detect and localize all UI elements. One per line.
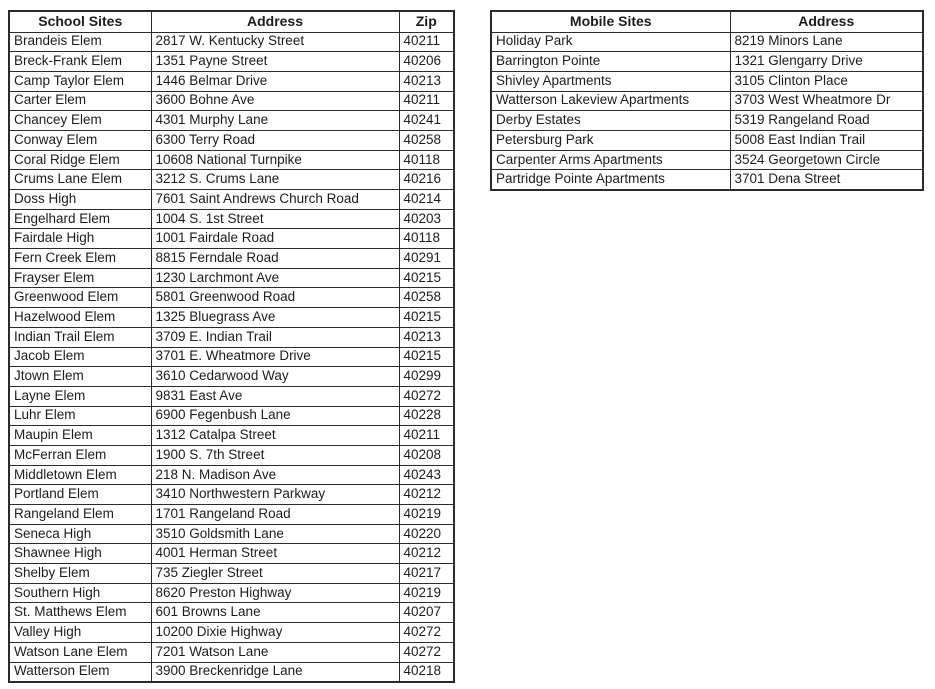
table-cell: 40118 bbox=[399, 150, 454, 170]
table-cell: 40258 bbox=[399, 288, 454, 308]
table-cell: 5319 Rangeland Road bbox=[730, 111, 923, 131]
header-row bbox=[9, 11, 454, 32]
table-row bbox=[9, 426, 454, 446]
table-cell: 3610 Cedarwood Way bbox=[151, 367, 399, 387]
table-cell: 3105 Clinton Place bbox=[730, 71, 923, 91]
table-cell: Coral Ridge Elem bbox=[9, 150, 151, 170]
table-cell: 4001 Herman Street bbox=[151, 544, 399, 564]
table-cell: Watterson Elem bbox=[9, 662, 151, 682]
table-cell: 1900 S. 7th Street bbox=[151, 445, 399, 465]
table-row bbox=[9, 347, 454, 367]
table-row bbox=[9, 485, 454, 505]
table-cell: Shawnee High bbox=[9, 544, 151, 564]
table-cell: Partridge Pointe Apartments bbox=[491, 170, 730, 190]
table-row bbox=[491, 91, 923, 111]
table-cell: 40213 bbox=[399, 327, 454, 347]
table-cell: Valley High bbox=[9, 623, 151, 643]
table-cell: 3701 Dena Street bbox=[730, 170, 923, 190]
table-cell: St. Matthews Elem bbox=[9, 603, 151, 623]
column-header: Address bbox=[151, 11, 399, 32]
table-cell: 40272 bbox=[399, 386, 454, 406]
table-row bbox=[9, 52, 454, 72]
mobile-sites-table bbox=[490, 10, 924, 191]
table-row bbox=[9, 209, 454, 229]
table-cell: 1001 Fairdale Road bbox=[151, 229, 399, 249]
table-row bbox=[9, 623, 454, 643]
table-cell: 40215 bbox=[399, 308, 454, 328]
table-cell: Breck-Frank Elem bbox=[9, 52, 151, 72]
table-row bbox=[9, 406, 454, 426]
column-header: Mobile Sites bbox=[491, 11, 730, 32]
table-cell: 3212 S. Crums Lane bbox=[151, 170, 399, 190]
table-cell: Fern Creek Elem bbox=[9, 249, 151, 269]
table-row bbox=[491, 32, 923, 52]
table-cell: Barrington Pointe bbox=[491, 52, 730, 72]
table-row bbox=[9, 505, 454, 525]
table-cell: 40291 bbox=[399, 249, 454, 269]
mobile-sites-table-body bbox=[491, 32, 923, 190]
table-cell: Fairdale High bbox=[9, 229, 151, 249]
table-cell: 40243 bbox=[399, 465, 454, 485]
table-cell: 40208 bbox=[399, 445, 454, 465]
table-cell: 40299 bbox=[399, 367, 454, 387]
table-cell: 40214 bbox=[399, 190, 454, 210]
table-cell: 40258 bbox=[399, 130, 454, 150]
school-sites-table bbox=[8, 10, 455, 683]
table-cell: 1004 S. 1st Street bbox=[151, 209, 399, 229]
table-cell: Doss High bbox=[9, 190, 151, 210]
table-row bbox=[9, 150, 454, 170]
table-row bbox=[9, 190, 454, 210]
table-row bbox=[9, 130, 454, 150]
table-row bbox=[491, 170, 923, 190]
table-cell: 1312 Catalpa Street bbox=[151, 426, 399, 446]
table-cell: Watterson Lakeview Apartments bbox=[491, 91, 730, 111]
table-cell: Jtown Elem bbox=[9, 367, 151, 387]
table-row bbox=[9, 249, 454, 269]
table-cell: 40212 bbox=[399, 544, 454, 564]
table-row bbox=[9, 544, 454, 564]
table-cell: 6900 Fegenbush Lane bbox=[151, 406, 399, 426]
table-cell: 10608 National Turnpike bbox=[151, 150, 399, 170]
table-cell: Hazelwood Elem bbox=[9, 308, 151, 328]
table-cell: 1446 Belmar Drive bbox=[151, 71, 399, 91]
table-cell: 735 Ziegler Street bbox=[151, 564, 399, 584]
table-cell: 40272 bbox=[399, 642, 454, 662]
table-cell: 40241 bbox=[399, 111, 454, 131]
table-row bbox=[491, 130, 923, 150]
table-cell: 40206 bbox=[399, 52, 454, 72]
table-cell: Jacob Elem bbox=[9, 347, 151, 367]
table-cell: Conway Elem bbox=[9, 130, 151, 150]
table-cell: 5801 Greenwood Road bbox=[151, 288, 399, 308]
table-row bbox=[491, 150, 923, 170]
table-row bbox=[9, 170, 454, 190]
table-row bbox=[9, 367, 454, 387]
table-cell: Portland Elem bbox=[9, 485, 151, 505]
table-cell: Engelhard Elem bbox=[9, 209, 151, 229]
table-cell: 3510 Goldsmith Lane bbox=[151, 524, 399, 544]
table-cell: Chancey Elem bbox=[9, 111, 151, 131]
table-cell: 601 Browns Lane bbox=[151, 603, 399, 623]
table-row bbox=[491, 71, 923, 91]
table-row bbox=[9, 91, 454, 111]
table-cell: 10200 Dixie Highway bbox=[151, 623, 399, 643]
column-header: Address bbox=[730, 11, 923, 32]
table-cell: 40211 bbox=[399, 91, 454, 111]
table-row bbox=[9, 445, 454, 465]
table-cell: 4301 Murphy Lane bbox=[151, 111, 399, 131]
table-cell: 3600 Bohne Ave bbox=[151, 91, 399, 111]
table-cell: 3703 West Wheatmore Dr bbox=[730, 91, 923, 111]
table-cell: 8620 Preston Highway bbox=[151, 583, 399, 603]
table-cell: Middletown Elem bbox=[9, 465, 151, 485]
table-cell: McFerran Elem bbox=[9, 445, 151, 465]
table-row bbox=[9, 229, 454, 249]
table-cell: 2817 W. Kentucky Street bbox=[151, 32, 399, 52]
table-cell: 8815 Ferndale Road bbox=[151, 249, 399, 269]
table-cell: 40218 bbox=[399, 662, 454, 682]
table-cell: Rangeland Elem bbox=[9, 505, 151, 525]
table-cell: Seneca High bbox=[9, 524, 151, 544]
table-cell: 40215 bbox=[399, 268, 454, 288]
table-cell: Layne Elem bbox=[9, 386, 151, 406]
table-row bbox=[9, 32, 454, 52]
table-row bbox=[9, 111, 454, 131]
table-row bbox=[9, 603, 454, 623]
table-cell: Derby Estates bbox=[491, 111, 730, 131]
table-cell: Maupin Elem bbox=[9, 426, 151, 446]
table-cell: Carter Elem bbox=[9, 91, 151, 111]
header-row bbox=[491, 11, 923, 32]
table-row bbox=[9, 465, 454, 485]
table-cell: Holiday Park bbox=[491, 32, 730, 52]
table-cell: 1230 Larchmont Ave bbox=[151, 268, 399, 288]
table-row bbox=[9, 308, 454, 328]
table-cell: Shelby Elem bbox=[9, 564, 151, 584]
table-row bbox=[9, 386, 454, 406]
table-cell: 7601 Saint Andrews Church Road bbox=[151, 190, 399, 210]
table-cell: 9831 East Ave bbox=[151, 386, 399, 406]
table-cell: 7201 Watson Lane bbox=[151, 642, 399, 662]
table-cell: Camp Taylor Elem bbox=[9, 71, 151, 91]
table-cell: 40217 bbox=[399, 564, 454, 584]
table-cell: Luhr Elem bbox=[9, 406, 151, 426]
table-cell: 40215 bbox=[399, 347, 454, 367]
table-row bbox=[9, 524, 454, 544]
table-cell: 40228 bbox=[399, 406, 454, 426]
table-cell: 6300 Terry Road bbox=[151, 130, 399, 150]
table-cell: 40272 bbox=[399, 623, 454, 643]
table-row bbox=[9, 268, 454, 288]
table-cell: 40216 bbox=[399, 170, 454, 190]
table-cell: 40203 bbox=[399, 209, 454, 229]
table-cell: 218 N. Madison Ave bbox=[151, 465, 399, 485]
column-header: Zip bbox=[399, 11, 454, 32]
table-cell: 40213 bbox=[399, 71, 454, 91]
table-cell: 1325 Bluegrass Ave bbox=[151, 308, 399, 328]
table-cell: Brandeis Elem bbox=[9, 32, 151, 52]
table-cell: 40220 bbox=[399, 524, 454, 544]
table-row bbox=[491, 111, 923, 131]
table-cell: Indian Trail Elem bbox=[9, 327, 151, 347]
table-cell: 1321 Glengarry Drive bbox=[730, 52, 923, 72]
table-row bbox=[9, 642, 454, 662]
table-cell: 40211 bbox=[399, 32, 454, 52]
table-cell: Greenwood Elem bbox=[9, 288, 151, 308]
table-cell: Crums Lane Elem bbox=[9, 170, 151, 190]
table-cell: 1351 Payne Street bbox=[151, 52, 399, 72]
table-row bbox=[9, 583, 454, 603]
table-cell: 3900 Breckenridge Lane bbox=[151, 662, 399, 682]
table-cell: 40219 bbox=[399, 583, 454, 603]
table-cell: 40207 bbox=[399, 603, 454, 623]
table-cell: 8219 Minors Lane bbox=[730, 32, 923, 52]
table-cell: Watson Lane Elem bbox=[9, 642, 151, 662]
table-cell: 3701 E. Wheatmore Drive bbox=[151, 347, 399, 367]
table-cell: 3524 Georgetown Circle bbox=[730, 150, 923, 170]
table-cell: 5008 East Indian Trail bbox=[730, 130, 923, 150]
table-cell: 3410 Northwestern Parkway bbox=[151, 485, 399, 505]
school-sites-table-header bbox=[9, 11, 454, 32]
column-header: School Sites bbox=[9, 11, 151, 32]
table-cell: Southern High bbox=[9, 583, 151, 603]
table-cell: Carpenter Arms Apartments bbox=[491, 150, 730, 170]
table-cell: Shivley Apartments bbox=[491, 71, 730, 91]
table-cell: 40118 bbox=[399, 229, 454, 249]
table-row bbox=[491, 52, 923, 72]
table-row bbox=[9, 71, 454, 91]
table-row bbox=[9, 662, 454, 682]
table-cell: 40219 bbox=[399, 505, 454, 525]
table-cell: 40211 bbox=[399, 426, 454, 446]
table-cell: 1701 Rangeland Road bbox=[151, 505, 399, 525]
table-row bbox=[9, 327, 454, 347]
table-cell: 40212 bbox=[399, 485, 454, 505]
table-row bbox=[9, 288, 454, 308]
table-cell: Petersburg Park bbox=[491, 130, 730, 150]
table-cell: 3709 E. Indian Trail bbox=[151, 327, 399, 347]
table-row bbox=[9, 564, 454, 584]
table-cell: Frayser Elem bbox=[9, 268, 151, 288]
mobile-sites-table-header bbox=[491, 11, 923, 32]
school-sites-table-body bbox=[9, 32, 454, 682]
